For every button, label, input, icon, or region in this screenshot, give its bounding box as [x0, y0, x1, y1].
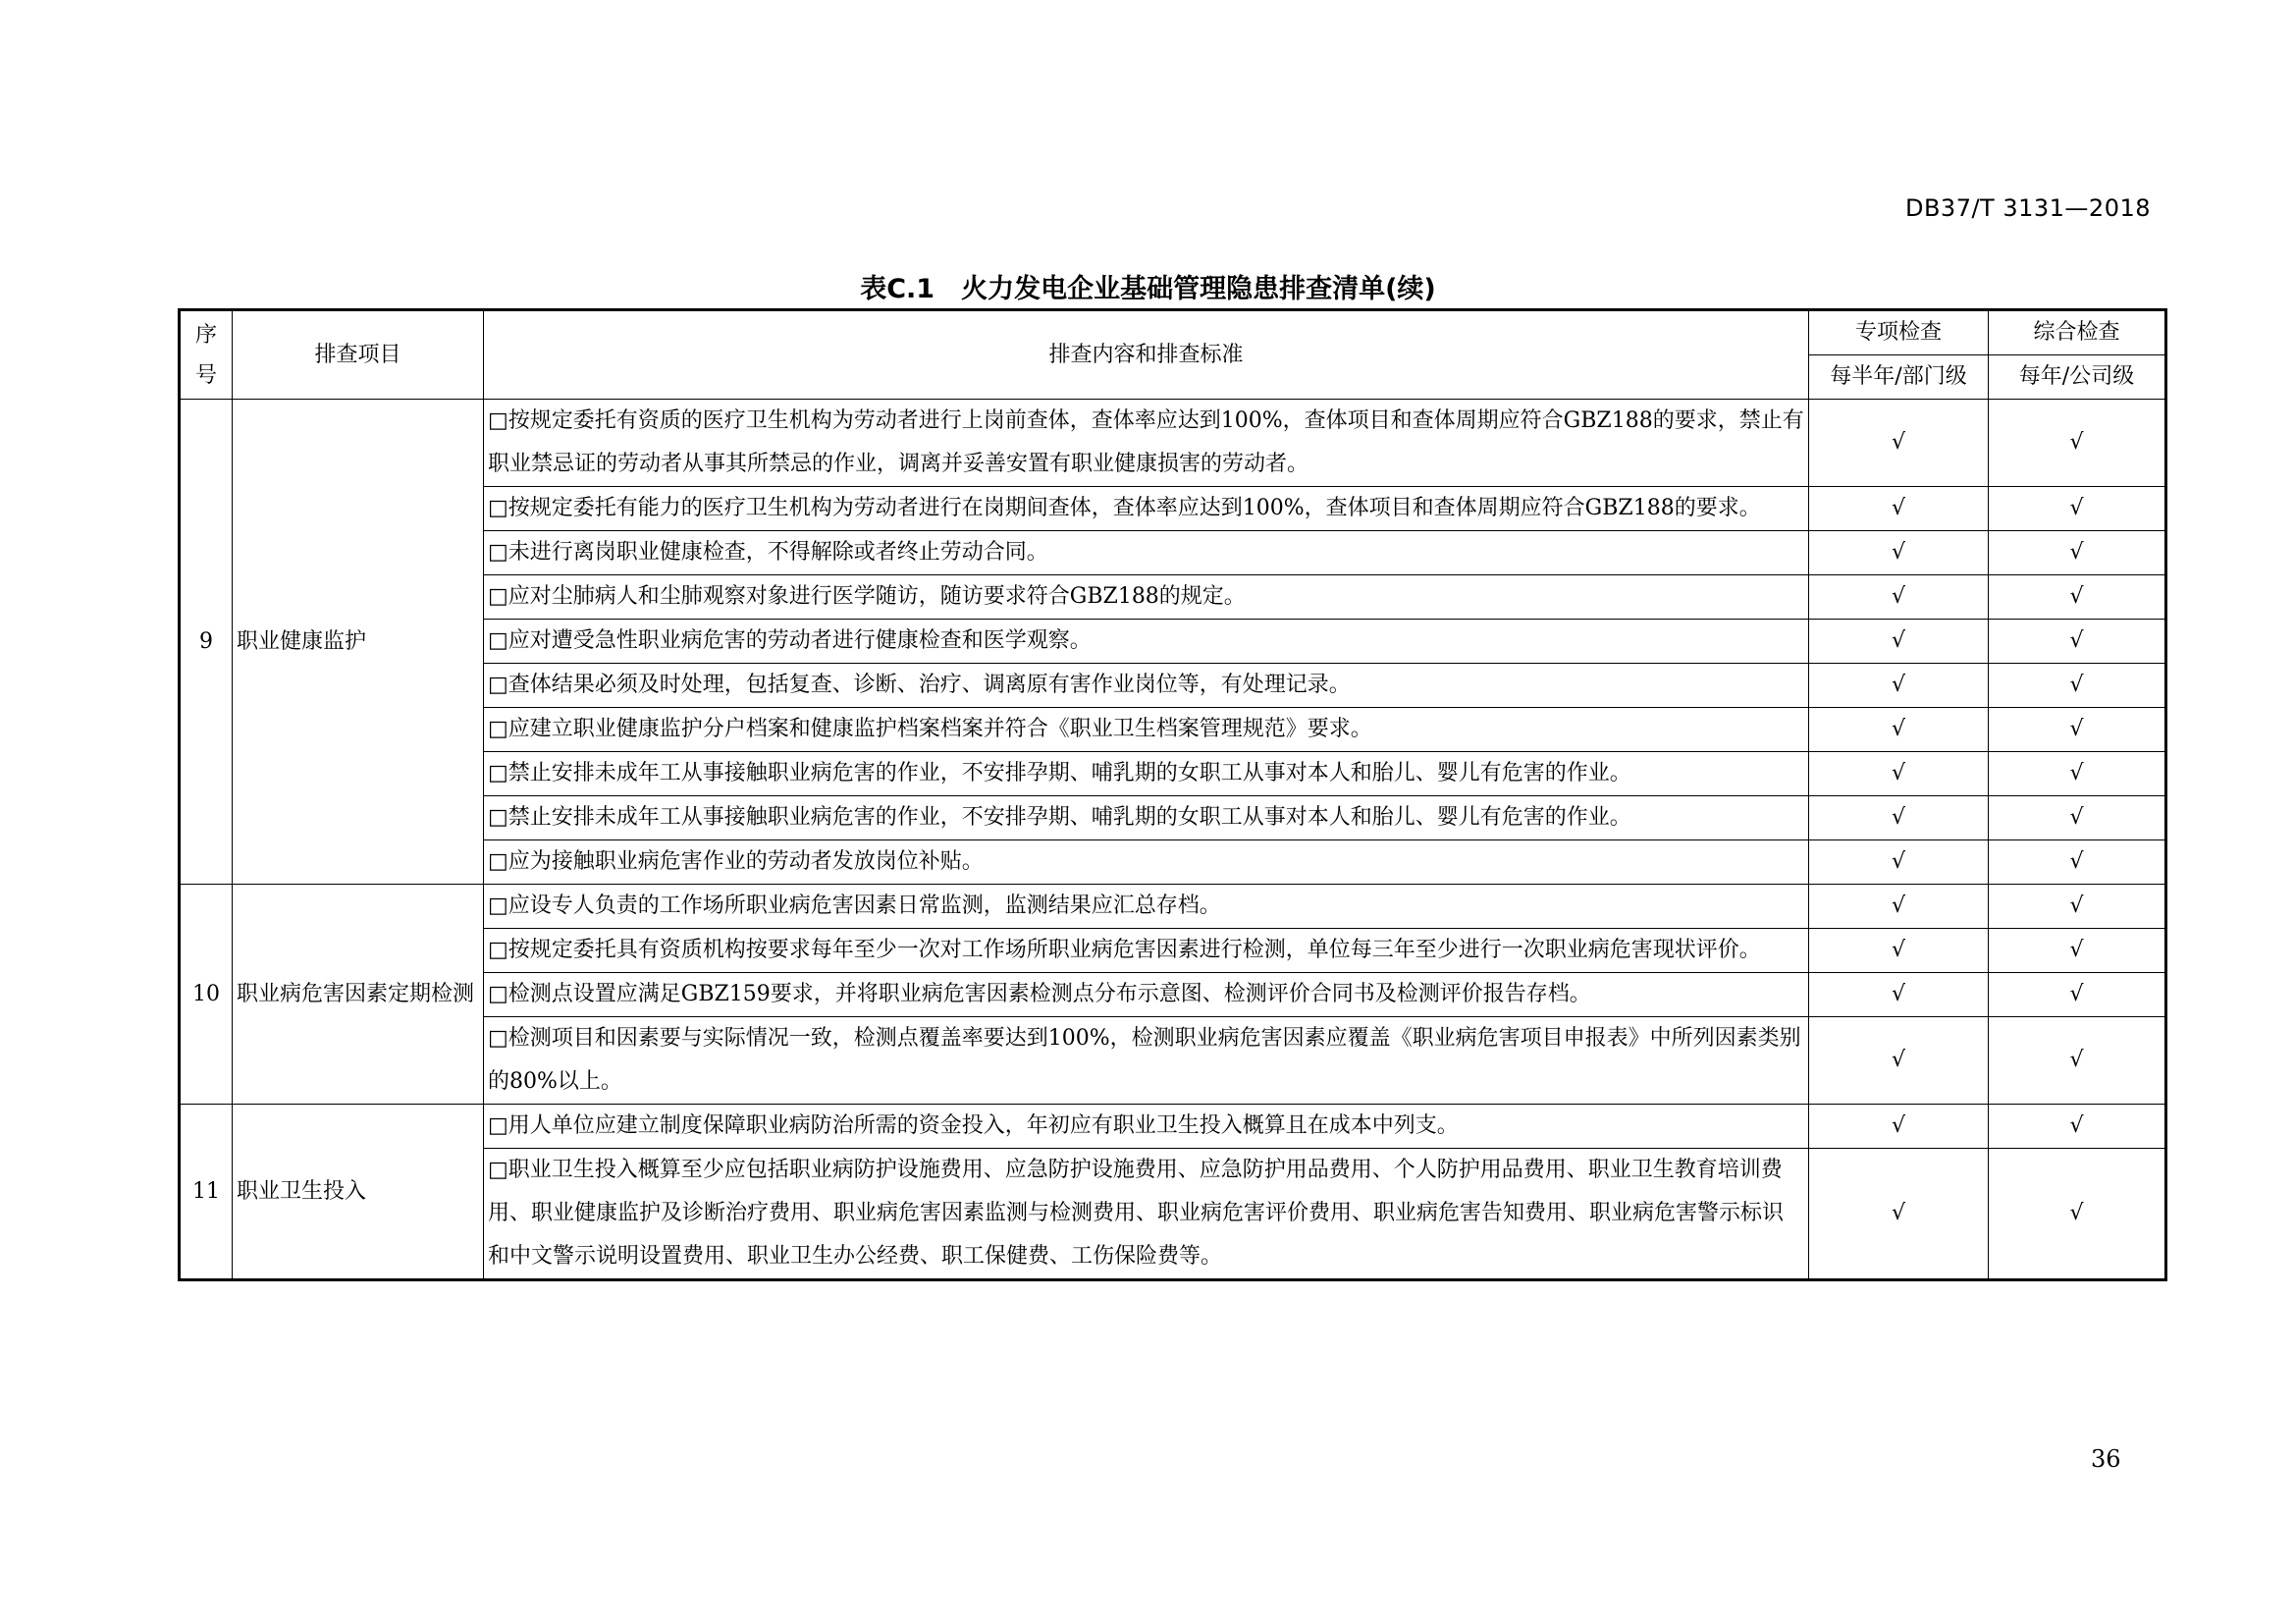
check-content-cell: □职业卫生投入概算至少应包括职业病防护设施费用、应急防护设施费用、应急防护用品费用、个人防护用品费用、职业卫生教育培训费用、职业健康监护及诊断治疗费用、职业病危害因素监测与检测费用、职业病危害评价费用、职业病危害告知费用、职业病危害警示标识和中文警示说明设置费用、职业卫生办公经费、职工保健费、工伤保险费等。: [484, 1149, 1809, 1280]
special-check-header: 专项检查: [1809, 310, 1989, 355]
check-content-cell: □检测项目和因素要与实际情况一致，检测点覆盖率要达到100%，检测职业病危害因素应覆盖《职业病危害项目申报表》中所列因素类别的80%以上。: [484, 1017, 1809, 1105]
comprehensive-check-mark: √: [1989, 664, 2166, 708]
comprehensive-check-mark: √: [1989, 620, 2166, 664]
special-frequency-header: 每半年/部门级: [1809, 355, 1989, 400]
comprehensive-check-mark: √: [1989, 487, 2166, 531]
seq-number-cell: 10: [180, 885, 233, 1105]
document-code: DB37/T 3131—2018: [1904, 194, 2151, 222]
check-content-cell: □按规定委托有资质的医疗卫生机构为劳动者进行上岗前查体，查体率应达到100%，查体项目和查体周期应符合GBZ188的要求，禁止有职业禁忌证的劳动者从事其所禁忌的作业，调离并妥善安置有职业健康损害的劳动者。: [484, 400, 1809, 487]
check-content-cell: □应对遭受急性职业病危害的劳动者进行健康检查和医学观察。: [484, 620, 1809, 664]
special-check-mark: √: [1809, 752, 1989, 796]
comprehensive-frequency-header: 每年/公司级: [1989, 355, 2166, 400]
check-item-cell: 职业健康监护: [233, 400, 484, 885]
header-row: [180, 310, 2166, 355]
check-content-cell: □禁止安排未成年工从事接触职业病危害的作业，不安排孕期、哺乳期的女职工从事对本人和胎儿、婴儿有危害的作业。: [484, 752, 1809, 796]
comprehensive-check-mark: √: [1989, 796, 2166, 840]
comprehensive-check-mark: √: [1989, 840, 2166, 885]
table-body: [180, 400, 2166, 1280]
comprehensive-check-mark: √: [1989, 929, 2166, 973]
special-check-mark: √: [1809, 664, 1989, 708]
special-check-mark: √: [1809, 620, 1989, 664]
seq-number-cell: 9: [180, 400, 233, 885]
special-check-mark: √: [1809, 1017, 1989, 1105]
table-row: [180, 400, 2166, 487]
item-header: 排查项目: [233, 310, 484, 400]
special-check-mark: √: [1809, 575, 1989, 620]
special-check-mark: √: [1809, 1105, 1989, 1149]
comprehensive-check-mark: √: [1989, 885, 2166, 929]
comprehensive-check-mark: √: [1989, 1017, 2166, 1105]
check-item-cell: 职业病危害因素定期检测: [233, 885, 484, 1105]
check-content-cell: □应设专人负责的工作场所职业病危害因素日常监测，监测结果应汇总存档。: [484, 885, 1809, 929]
special-check-mark: √: [1809, 708, 1989, 752]
special-check-mark: √: [1809, 1149, 1989, 1280]
check-content-cell: □禁止安排未成年工从事接触职业病危害的作业，不安排孕期、哺乳期的女职工从事对本人和胎儿、婴儿有危害的作业。: [484, 796, 1809, 840]
special-check-mark: √: [1809, 973, 1989, 1017]
check-content-cell: □应为接触职业病危害作业的劳动者发放岗位补贴。: [484, 840, 1809, 885]
comprehensive-check-header: 综合检查: [1989, 310, 2166, 355]
check-content-cell: □未进行离岗职业健康检查，不得解除或者终止劳动合同。: [484, 531, 1809, 575]
check-content-cell: □用人单位应建立制度保障职业病防治所需的资金投入，年初应有职业卫生投入概算且在成本中列支。: [484, 1105, 1809, 1149]
hazard-checklist-table: [178, 308, 2167, 1281]
special-check-mark: √: [1809, 487, 1989, 531]
comprehensive-check-mark: √: [1989, 752, 2166, 796]
check-item-cell: 职业卫生投入: [233, 1105, 484, 1280]
seq-number-cell: 11: [180, 1105, 233, 1280]
page-number: 36: [2091, 1445, 2121, 1473]
table-row: [180, 1105, 2166, 1149]
comprehensive-check-mark: √: [1989, 973, 2166, 1017]
special-check-mark: √: [1809, 531, 1989, 575]
comprehensive-check-mark: √: [1989, 575, 2166, 620]
special-check-mark: √: [1809, 400, 1989, 487]
table-row: [180, 885, 2166, 929]
comprehensive-check-mark: √: [1989, 1105, 2166, 1149]
check-content-cell: □按规定委托有能力的医疗卫生机构为劳动者进行在岗期间查体，查体率应达到100%，查体项目和查体周期应符合GBZ188的要求。: [484, 487, 1809, 531]
special-check-mark: √: [1809, 796, 1989, 840]
special-check-mark: √: [1809, 929, 1989, 973]
comprehensive-check-mark: √: [1989, 708, 2166, 752]
check-content-cell: □应建立职业健康监护分户档案和健康监护档案档案并符合《职业卫生档案管理规范》要求。: [484, 708, 1809, 752]
comprehensive-check-mark: √: [1989, 400, 2166, 487]
comprehensive-check-mark: √: [1989, 531, 2166, 575]
special-check-mark: √: [1809, 840, 1989, 885]
table-title: 表C.1 火力发电企业基础管理隐患排查清单(续): [860, 274, 1436, 304]
seq-header: 序 号: [180, 310, 233, 400]
check-content-cell: □检测点设置应满足GBZ159要求，并将职业病危害因素检测点分布示意图、检测评价合同书及检测评价报告存档。: [484, 973, 1809, 1017]
comprehensive-check-mark: √: [1989, 1149, 2166, 1280]
content-header: 排查内容和排查标准: [484, 310, 1809, 400]
check-content-cell: □按规定委托具有资质机构按要求每年至少一次对工作场所职业病危害因素进行检测，单位每三年至少进行一次职业病危害现状评价。: [484, 929, 1809, 973]
check-content-cell: □应对尘肺病人和尘肺观察对象进行医学随访，随访要求符合GBZ188的规定。: [484, 575, 1809, 620]
check-content-cell: □查体结果必须及时处理，包括复查、诊断、治疗、调离原有害作业岗位等，有处理记录。: [484, 664, 1809, 708]
special-check-mark: √: [1809, 885, 1989, 929]
